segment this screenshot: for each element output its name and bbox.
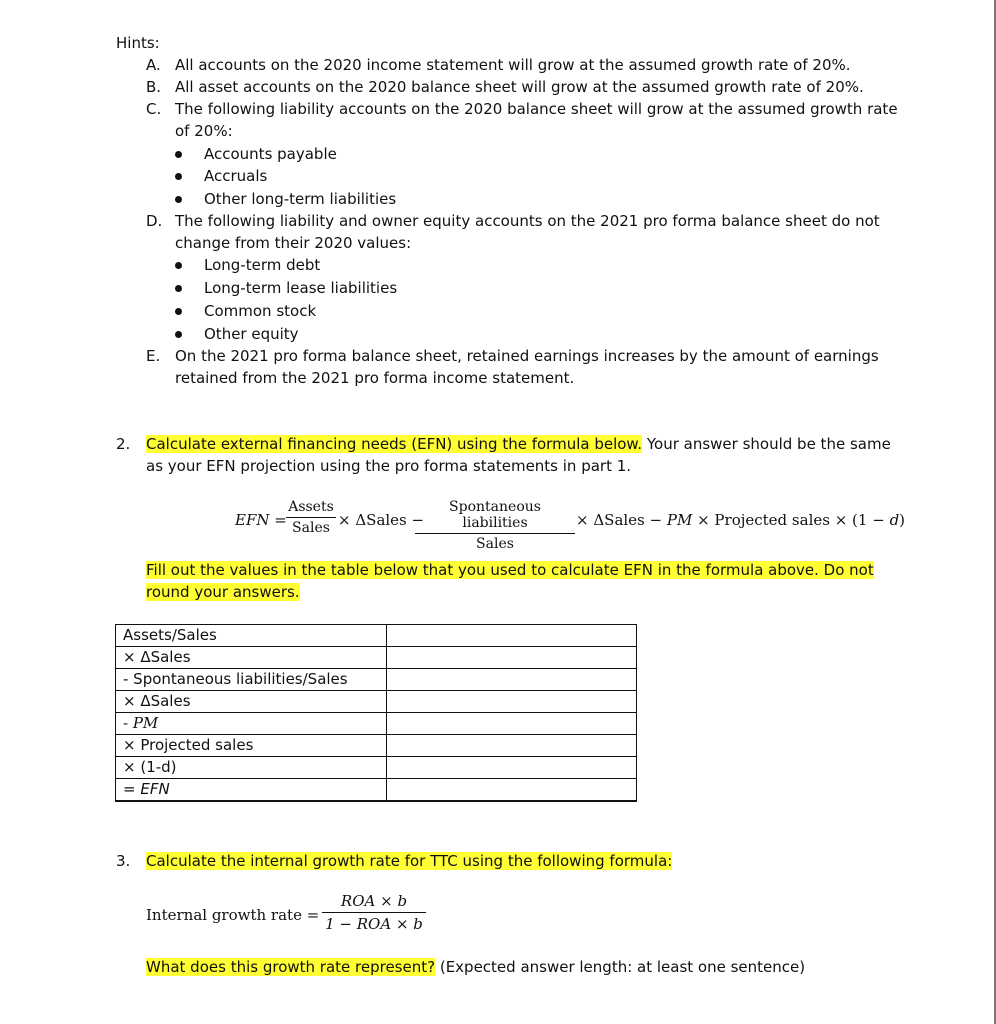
efn-fraction-assets-sales [286, 499, 336, 536]
hints-title: Hints: [116, 34, 160, 52]
hint-letter-d: D. [146, 212, 163, 230]
bullet-icon [175, 196, 182, 203]
table-value-cell[interactable] [387, 757, 637, 779]
efn-term2: × ΔSales − [576, 511, 667, 529]
table-row [116, 735, 637, 757]
efn-term1: × ΔSales − [338, 511, 425, 529]
efn-tail [576, 511, 905, 529]
hint-d-bullet-2: Long-term lease liabilities [204, 279, 398, 297]
q2-fill-text-1: Fill out the values in the table below that you used to calculate EFN in the formula above. Do not [146, 561, 874, 579]
hint-d-bullet-3: Common stock [204, 302, 317, 320]
fraction-bar [286, 517, 336, 518]
hint-letter-c: C. [146, 100, 162, 118]
table-label: × ΔSales [116, 691, 387, 713]
fraction-bar [415, 533, 575, 534]
efn-num-spontaneous: Spontaneous liabilities [449, 499, 541, 531]
hint-d-bullet-1: Long-term debt [204, 256, 321, 274]
table-row [116, 669, 637, 691]
q3-question-rest: (Expected answer length: at least one sentence) [435, 958, 806, 976]
efn-term3: × Projected sales × (1 − [692, 511, 890, 529]
table-label: - PM [116, 713, 387, 735]
table-value-cell[interactable] [387, 691, 637, 713]
hint-c-bullet-2: Accruals [204, 167, 268, 185]
bullet-icon [175, 285, 182, 292]
q2-fill-line2 [146, 583, 300, 601]
efn-fraction-spontaneous [415, 499, 575, 552]
q3-highlight: Calculate the internal growth rate for TTC using the following formula: [146, 852, 673, 870]
q2-fill-text-2: round your answers. [146, 583, 300, 601]
efn-pm: PM [666, 511, 693, 529]
efn-close: ) [899, 511, 906, 529]
bullet-icon [175, 173, 182, 180]
q3-number: 3. [116, 852, 131, 870]
q2-prompt-line1 [146, 435, 891, 453]
q3-question [146, 958, 805, 976]
table-value-cell[interactable] [387, 647, 637, 669]
fraction-bar [322, 912, 426, 913]
table-row [116, 691, 637, 713]
table-value-cell[interactable] [387, 779, 637, 802]
hint-e-text-line2: retained from the 2021 pro forma income statement. [175, 369, 575, 387]
efn-den-sales: Sales [292, 520, 330, 536]
efn-num-assets: Assets [288, 499, 334, 515]
igr-formula-lhs: Internal growth rate = [146, 906, 320, 924]
efn-table [115, 624, 637, 802]
table-row [116, 779, 637, 802]
igr-numerator: ROA × b [340, 892, 408, 910]
igr-fraction [322, 892, 426, 933]
table-label: - Spontaneous liabilities/Sales [116, 669, 387, 691]
q2-number: 2. [116, 435, 131, 453]
efn-d: d [889, 511, 900, 529]
table-value-cell[interactable] [387, 625, 637, 647]
hint-c-bullet-1: Accounts payable [204, 145, 337, 163]
table-value-cell[interactable] [387, 735, 637, 757]
q2-prompt-line2: as your EFN projection using the pro forma statements in part 1. [146, 457, 632, 475]
hint-d-text-line1: The following liability and owner equity accounts on the 2021 pro forma balance sheet do not [175, 212, 880, 230]
table-label: × ΔSales [116, 647, 387, 669]
table-row [116, 647, 637, 669]
hint-a-text: All accounts on the 2020 income statement will grow at the assumed growth rate of 20%. [175, 56, 851, 74]
hint-c-bullet-3: Other long-term liabilities [204, 190, 397, 208]
bullet-icon [175, 262, 182, 269]
table-row [116, 713, 637, 735]
efn-formula-lhs: EFN = [235, 511, 287, 529]
efn-den-sales-2: Sales [476, 536, 514, 552]
hint-letter-e: E. [146, 347, 161, 365]
table-value-cell[interactable] [387, 713, 637, 735]
q3-prompt [146, 852, 672, 870]
table-label: = EFN [116, 779, 387, 802]
q3-question-highlight: What does this growth rate represent? [146, 958, 436, 976]
hint-letter-b: B. [146, 78, 162, 96]
table-label: × Projected sales [116, 735, 387, 757]
table-row [116, 625, 637, 647]
hint-e-text-line1: On the 2021 pro forma balance sheet, retained earnings increases by the amount of earnings [175, 347, 879, 365]
table-label: × (1-d) [116, 757, 387, 779]
hint-d-text-line2: change from their 2020 values: [175, 234, 412, 252]
q2-rest: Your answer should be the same [642, 435, 891, 453]
hint-c-text-line1: The following liability accounts on the 2020 balance sheet will grow at the assumed growth rate [175, 100, 898, 118]
q2-fill-line1 [146, 561, 874, 579]
bullet-icon [175, 151, 182, 158]
table-label: Assets/Sales [116, 625, 387, 647]
hint-letter-a: A. [146, 56, 161, 74]
table-row [116, 757, 637, 779]
q2-highlight: Calculate external financing needs (EFN) using the formula below. [146, 435, 643, 453]
hint-c-text-line2: of 20%: [175, 122, 233, 140]
bullet-icon [175, 331, 182, 338]
hint-b-text: All asset accounts on the 2020 balance sheet will grow at the assumed growth rate of 20%. [175, 78, 864, 96]
bullet-icon [175, 308, 182, 315]
table-value-cell[interactable] [387, 669, 637, 691]
igr-denominator: 1 − ROA × b [325, 915, 423, 933]
hint-d-bullet-4: Other equity [204, 325, 299, 343]
